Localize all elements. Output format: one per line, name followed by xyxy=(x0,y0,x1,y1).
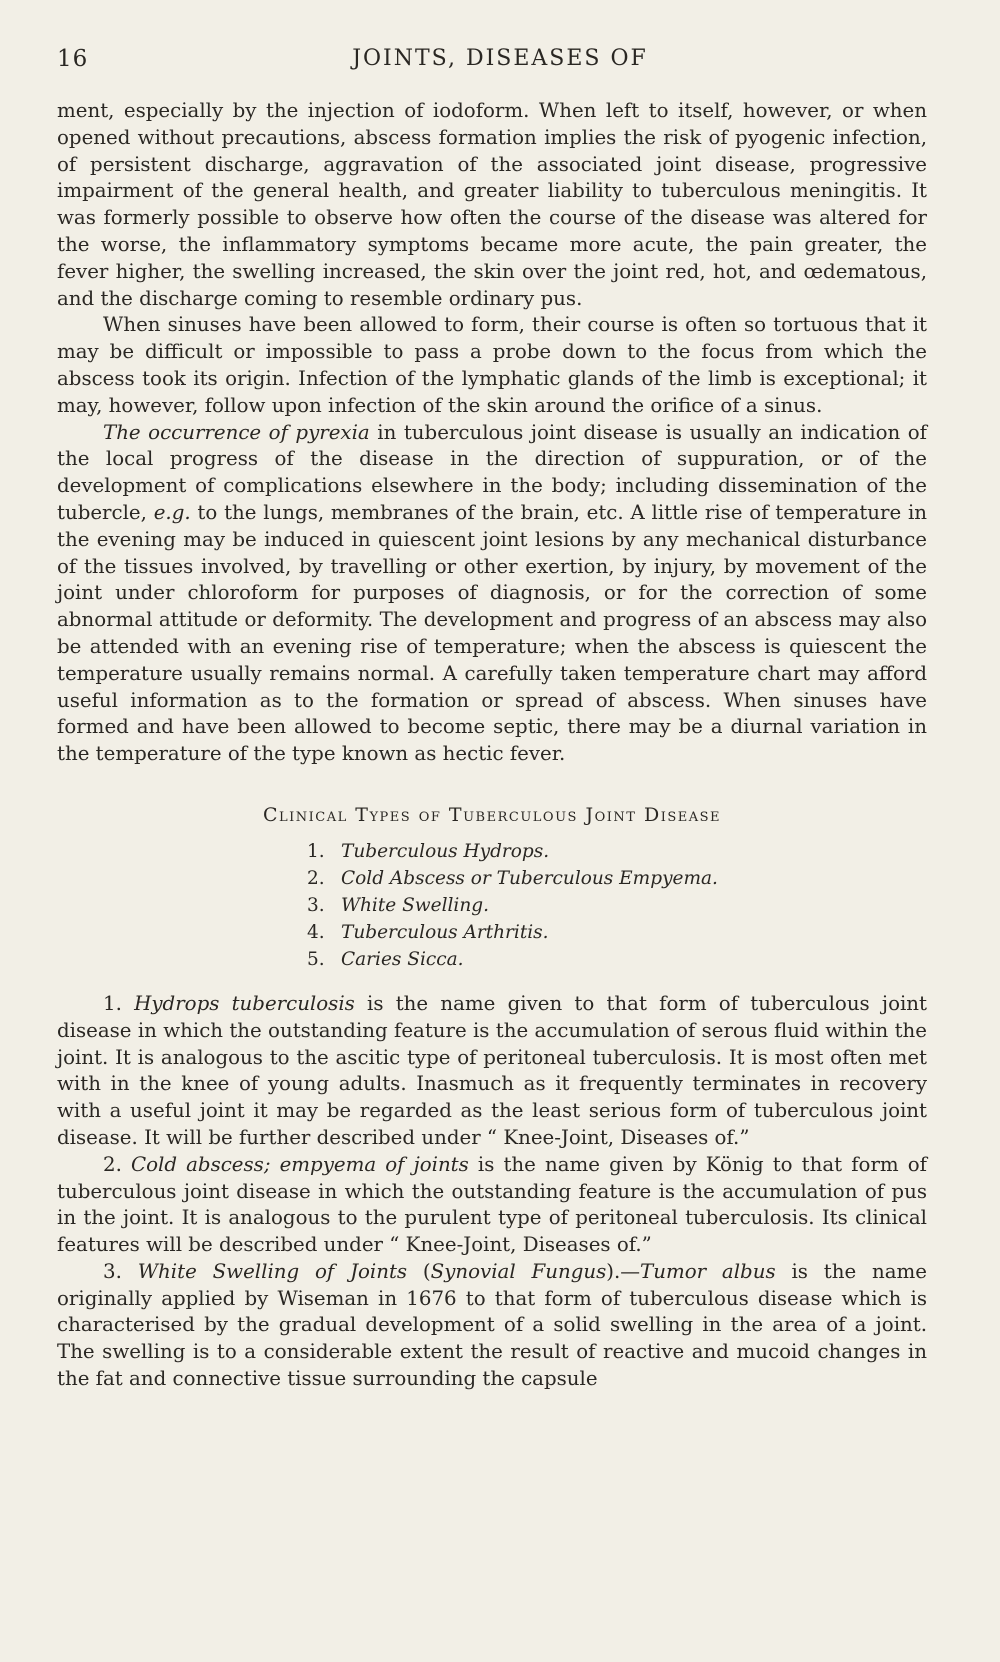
list-item-number: 4. xyxy=(307,921,325,943)
cold-abscess-number: 2. xyxy=(103,1152,131,1176)
cold-abscess-text: is the name given by König to that form of tuberculous joint disease in which the outstanding feature is the accumulation of pus in the joint. It is analogous to the purulent type of peritoneal tuberculosis. Its clinical features will be described under “ Knee-Joint, Diseases of.” xyxy=(57,1152,927,1257)
list-item-label: Caries Sicca. xyxy=(341,948,464,970)
hydrops-text: is the name given to that form of tuberculous joint disease in which the outstanding feature is the accumulation of serous fluid within the joint. It is analogous to the ascitic type of peritoneal tuberculosis. It is most often met with in the knee of young adults. Inasmuch as it frequently terminates in recovery with a useful joint it may be regarded as the least serious form of tuberculous joint disease. It will be further described under “ Knee-Joint, Diseases of.” xyxy=(57,991,927,1149)
paragraph-cold-abscess xyxy=(57,1152,927,1259)
paragraph-hydrops xyxy=(57,991,927,1152)
white-swelling-text: is the name originally applied by Wiseman in 1676 to that form of tuberculous disease which is characterised by the gradual development of a solid swelling in the area of a joint. The swelling is to a considerable extent the result of reactive and mucoid changes in the fat and connective tissue surrounding the capsule xyxy=(57,1259,927,1391)
list-item xyxy=(307,892,927,919)
section-heading: Clinical Types of Tuberculous Joint Disease xyxy=(262,803,722,826)
page-body xyxy=(57,98,927,1393)
page-number: 16 xyxy=(57,46,89,72)
list-item-number: 1. xyxy=(307,840,325,862)
list-item xyxy=(307,919,927,946)
list-item-label: White Swelling. xyxy=(341,894,489,916)
list-item xyxy=(307,946,927,973)
page-title: JOINTS, DISEASES OF xyxy=(352,46,648,71)
white-swelling-number: 3. xyxy=(103,1259,138,1283)
list-item-number: 2. xyxy=(307,867,325,889)
synovial-fungus-italic: Synovial Fungus xyxy=(430,1259,607,1283)
cold-abscess-italic: Cold abscess; empyema of joints xyxy=(130,1152,469,1176)
list-item-number: 5. xyxy=(307,948,325,970)
hydrops-italic: Hydrops tuberculosis xyxy=(134,991,355,1015)
paren-open: ( xyxy=(407,1259,431,1283)
paragraph-white-swelling xyxy=(57,1259,927,1393)
running-head xyxy=(0,46,1000,78)
pyrexia-italic: The occurrence of pyrexia xyxy=(103,420,370,444)
list-item-label: Tuberculous Arthritis. xyxy=(341,921,549,943)
list-item xyxy=(307,838,927,865)
list-item-label: Cold Abscess or Tuberculous Empyema. xyxy=(341,867,718,889)
paragraph-abscess-continuation: ment, especially by the injection of iodoform. When left to itself, however, or when opened without precautions, abscess formation implies the risk of pyogenic infection, of persistent discharge, aggravation of the associated joint disease, progressive impairment of the general health, and greater liability to tuberculous meningitis. It was formerly possible to observe how often the course of the disease was altered for the worse, the inflammatory symptoms became more acute, the pain greater, the fever higher, the swelling increased, the skin over the joint red, hot, and œdematous, and the discharge coming to resemble ordinary pus. xyxy=(57,99,927,310)
pyrexia-text-a: in tuberculous joint disease is usually an indication of the local progress of the disease in the direction of suppuration, or of the development of complications elsewhere in the body; including dissemination of the tubercle, xyxy=(57,420,927,524)
list-item-label: Tuberculous Hydrops. xyxy=(341,840,550,862)
tumor-albus-italic: Tumor albus xyxy=(640,1259,776,1283)
list-item-number: 3. xyxy=(307,894,325,916)
paren-close: ).— xyxy=(606,1259,641,1283)
list-item xyxy=(307,865,927,892)
paragraph-sinuses: When sinuses have been allowed to form, their course is often so tortuous that it may be difficult or impossible to pass a probe down to the focus from which the abscess took its origin. Infection of the lymphatic glands of the limb is exceptional; it may, however, follow upon infection of the skin around the orifice of a sinus. xyxy=(57,313,927,417)
white-swelling-italic: White Swelling of Joints xyxy=(137,1259,408,1283)
pyrexia-text-b: to the lungs, membranes of the brain, etc. A little rise of temperature in the evening may be induced in quiescent joint lesions by any mechanical disturbance of the tissues involved, by travelling or other exertion, by injury, by movement of the joint under chloroform for purposes of diagnosis, or for the correction of some abnormal attitude or deformity. The development and progress of an abscess may also be attended with an evening rise of temperature; when the abscess is quiescent the temperature usually remains normal. A carefully taken temperature chart may afford useful information as to the formation or spread of abscess. When sinuses have formed and have been allowed to become septic, there may be a diurnal variation in the temperature of the type known as hectic fever. xyxy=(57,500,928,766)
hydrops-number: 1. xyxy=(103,991,135,1015)
paragraph-pyrexia xyxy=(57,420,927,768)
clinical-types-list xyxy=(57,838,927,973)
eg-italic: e.g. xyxy=(153,500,191,524)
